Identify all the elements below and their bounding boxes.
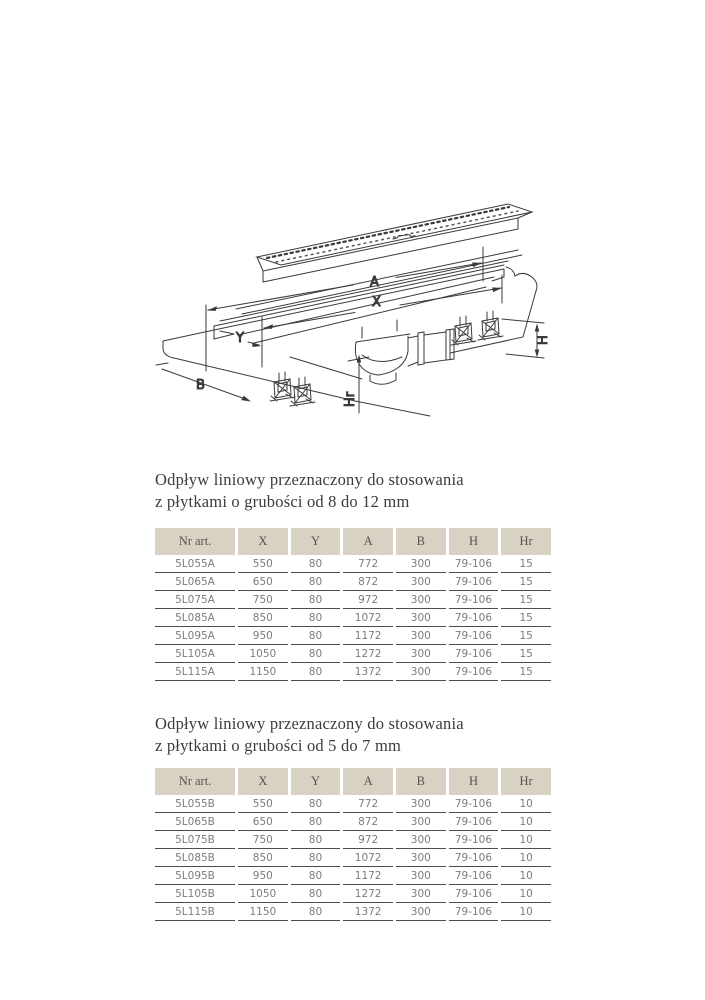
dimension-cell: 300 bbox=[396, 849, 446, 867]
technical-drawing bbox=[150, 185, 560, 435]
table-row bbox=[155, 591, 551, 609]
dimension-cell: 79-106 bbox=[449, 663, 499, 681]
dimension-cell: 10 bbox=[501, 867, 551, 885]
dimension-cell: 300 bbox=[396, 663, 446, 681]
table-row bbox=[155, 813, 551, 831]
article-number-cell: 5L075B bbox=[155, 831, 235, 849]
dimension-cell: 80 bbox=[291, 813, 341, 831]
dimension-cell: 300 bbox=[396, 591, 446, 609]
dimension-cell: 79-106 bbox=[449, 591, 499, 609]
article-number-cell: 5L085A bbox=[155, 609, 235, 627]
dimension-cell: 80 bbox=[291, 795, 341, 813]
column-header: A bbox=[343, 528, 393, 555]
table-row bbox=[155, 663, 551, 681]
article-number-cell: 5L065A bbox=[155, 573, 235, 591]
dimension-cell: 80 bbox=[291, 867, 341, 885]
dimension-cell: 15 bbox=[501, 591, 551, 609]
dimension-cell: 300 bbox=[396, 903, 446, 921]
dimension-cell: 10 bbox=[501, 903, 551, 921]
dimension-cell: 79-106 bbox=[449, 555, 499, 573]
dimension-cell: 80 bbox=[291, 555, 341, 573]
dimension-cell: 300 bbox=[396, 795, 446, 813]
dimension-cell: 772 bbox=[343, 795, 393, 813]
dimension-hr bbox=[343, 355, 369, 414]
dimension-cell: 80 bbox=[291, 645, 341, 663]
dimension-cell: 1272 bbox=[343, 885, 393, 903]
article-number-cell: 5L065B bbox=[155, 813, 235, 831]
product-diagram bbox=[150, 185, 560, 435]
grate-strip bbox=[257, 204, 532, 282]
column-header: Y bbox=[291, 528, 341, 555]
header-row bbox=[155, 528, 551, 555]
article-number-cell: 5L075A bbox=[155, 591, 235, 609]
dimension-cell: 1050 bbox=[238, 885, 288, 903]
section-heading-5-7mm bbox=[155, 713, 464, 757]
column-header: X bbox=[238, 528, 288, 555]
dimension-cell: 79-106 bbox=[449, 831, 499, 849]
dimension-cell: 10 bbox=[501, 831, 551, 849]
column-header: H bbox=[449, 768, 499, 795]
heading-line-1: Odpływ liniowy przeznaczony do stosowania bbox=[155, 470, 464, 489]
table-row bbox=[155, 573, 551, 591]
dimension-cell: 15 bbox=[501, 645, 551, 663]
dimension-cell: 972 bbox=[343, 591, 393, 609]
table-row bbox=[155, 867, 551, 885]
dimension-cell: 300 bbox=[396, 885, 446, 903]
dimension-cell: 79-106 bbox=[449, 867, 499, 885]
table-row bbox=[155, 831, 551, 849]
dimension-cell: 300 bbox=[396, 609, 446, 627]
dimension-cell: 850 bbox=[238, 609, 288, 627]
dimension-cell: 950 bbox=[238, 627, 288, 645]
dimension-cell: 300 bbox=[396, 627, 446, 645]
dimension-cell: 80 bbox=[291, 609, 341, 627]
dimension-cell: 15 bbox=[501, 555, 551, 573]
dimension-cell: 750 bbox=[238, 831, 288, 849]
section-heading-8-12mm bbox=[155, 469, 464, 513]
article-number-cell: 5L055B bbox=[155, 795, 235, 813]
dimension-cell: 1172 bbox=[343, 627, 393, 645]
dimension-cell: 1072 bbox=[343, 609, 393, 627]
article-number-cell: 5L115B bbox=[155, 903, 235, 921]
column-header: X bbox=[238, 768, 288, 795]
article-number-cell: 5L105B bbox=[155, 885, 235, 903]
dimension-cell: 80 bbox=[291, 573, 341, 591]
column-header: Nr art. bbox=[155, 528, 235, 555]
dimension-cell: 300 bbox=[396, 831, 446, 849]
column-header: Hr bbox=[501, 528, 551, 555]
dimension-cell: 79-106 bbox=[449, 849, 499, 867]
column-header: Hr bbox=[501, 768, 551, 795]
dimension-cell: 1372 bbox=[343, 903, 393, 921]
table-row bbox=[155, 609, 551, 627]
table-row bbox=[155, 885, 551, 903]
dimension-cell: 10 bbox=[501, 885, 551, 903]
header-row bbox=[155, 768, 551, 795]
siphon-trap bbox=[355, 320, 454, 384]
dimension-cell: 10 bbox=[501, 795, 551, 813]
dimension-cell: 950 bbox=[238, 867, 288, 885]
dimension-cell: 650 bbox=[238, 813, 288, 831]
dimension-cell: 850 bbox=[238, 849, 288, 867]
dimension-cell: 872 bbox=[343, 813, 393, 831]
table-row bbox=[155, 795, 551, 813]
dimension-cell: 300 bbox=[396, 573, 446, 591]
dimension-label-x: X bbox=[372, 295, 381, 310]
table-row bbox=[155, 627, 551, 645]
table-row bbox=[155, 849, 551, 867]
dimension-cell: 1150 bbox=[238, 903, 288, 921]
dimension-label-hr: Hr bbox=[343, 391, 358, 407]
dimension-cell: 80 bbox=[291, 663, 341, 681]
dimension-cell: 300 bbox=[396, 645, 446, 663]
dimension-cell: 80 bbox=[291, 903, 341, 921]
dimension-cell: 10 bbox=[501, 849, 551, 867]
dimension-cell: 79-106 bbox=[449, 813, 499, 831]
dimension-label-h: H bbox=[536, 335, 551, 345]
heading-line-1: Odpływ liniowy przeznaczony do stosowania bbox=[155, 714, 464, 733]
dimension-label-y: Y bbox=[236, 331, 244, 346]
table-row bbox=[155, 555, 551, 573]
dimension-cell: 550 bbox=[238, 795, 288, 813]
dimensions-table-5-7mm bbox=[152, 768, 554, 921]
dimension-cell: 79-106 bbox=[449, 573, 499, 591]
heading-line-2: z płytkami o grubości od 5 do 7 mm bbox=[155, 735, 402, 755]
column-header: Y bbox=[291, 768, 341, 795]
dimension-cell: 1172 bbox=[343, 867, 393, 885]
dimension-label-b: B bbox=[196, 378, 205, 393]
dimension-cell: 80 bbox=[291, 849, 341, 867]
dimension-cell: 300 bbox=[396, 867, 446, 885]
article-number-cell: 5L095A bbox=[155, 627, 235, 645]
article-number-cell: 5L085B bbox=[155, 849, 235, 867]
dimension-cell: 1372 bbox=[343, 663, 393, 681]
article-number-cell: 5L115A bbox=[155, 663, 235, 681]
dimension-cell: 300 bbox=[396, 813, 446, 831]
dimension-cell: 772 bbox=[343, 555, 393, 573]
dimension-b bbox=[156, 363, 251, 402]
dimension-cell: 80 bbox=[291, 591, 341, 609]
dimension-cell: 1050 bbox=[238, 645, 288, 663]
dimension-cell: 650 bbox=[238, 573, 288, 591]
dimension-cell: 79-106 bbox=[449, 885, 499, 903]
heading-line-2: z płytkami o grubości od 8 do 12 mm bbox=[155, 491, 410, 511]
grate-notch bbox=[393, 235, 415, 239]
dimension-cell: 15 bbox=[501, 627, 551, 645]
dimension-cell: 79-106 bbox=[449, 795, 499, 813]
column-header: A bbox=[343, 768, 393, 795]
table-row bbox=[155, 645, 551, 663]
article-number-cell: 5L095B bbox=[155, 867, 235, 885]
column-header: B bbox=[396, 528, 446, 555]
outlet-pipe bbox=[408, 329, 454, 366]
dimension-cell: 79-106 bbox=[449, 609, 499, 627]
dimension-cell: 750 bbox=[238, 591, 288, 609]
dimension-cell: 1072 bbox=[343, 849, 393, 867]
dimension-cell: 80 bbox=[291, 885, 341, 903]
dimension-cell: 972 bbox=[343, 831, 393, 849]
dimension-cell: 1150 bbox=[238, 663, 288, 681]
grate-perforation-row bbox=[267, 207, 509, 258]
dimension-cell: 15 bbox=[501, 573, 551, 591]
dimension-cell: 80 bbox=[291, 627, 341, 645]
dimension-cell: 550 bbox=[238, 555, 288, 573]
dimension-cell: 79-106 bbox=[449, 903, 499, 921]
column-header: Nr art. bbox=[155, 768, 235, 795]
dimension-cell: 15 bbox=[501, 609, 551, 627]
column-header: B bbox=[396, 768, 446, 795]
dimension-cell: 80 bbox=[291, 831, 341, 849]
article-number-cell: 5L055A bbox=[155, 555, 235, 573]
article-number-cell: 5L105A bbox=[155, 645, 235, 663]
dimension-cell: 872 bbox=[343, 573, 393, 591]
dimension-cell: 79-106 bbox=[449, 627, 499, 645]
dimension-cell: 10 bbox=[501, 813, 551, 831]
dimension-label-a: A bbox=[370, 275, 379, 290]
dimension-cell: 79-106 bbox=[449, 645, 499, 663]
dimension-cell: 15 bbox=[501, 663, 551, 681]
column-header: H bbox=[449, 528, 499, 555]
dimension-cell: 1272 bbox=[343, 645, 393, 663]
dimensions-table-8-12mm bbox=[152, 528, 554, 681]
dimension-cell: 300 bbox=[396, 555, 446, 573]
table-row bbox=[155, 903, 551, 921]
dimension-y bbox=[220, 331, 261, 347]
